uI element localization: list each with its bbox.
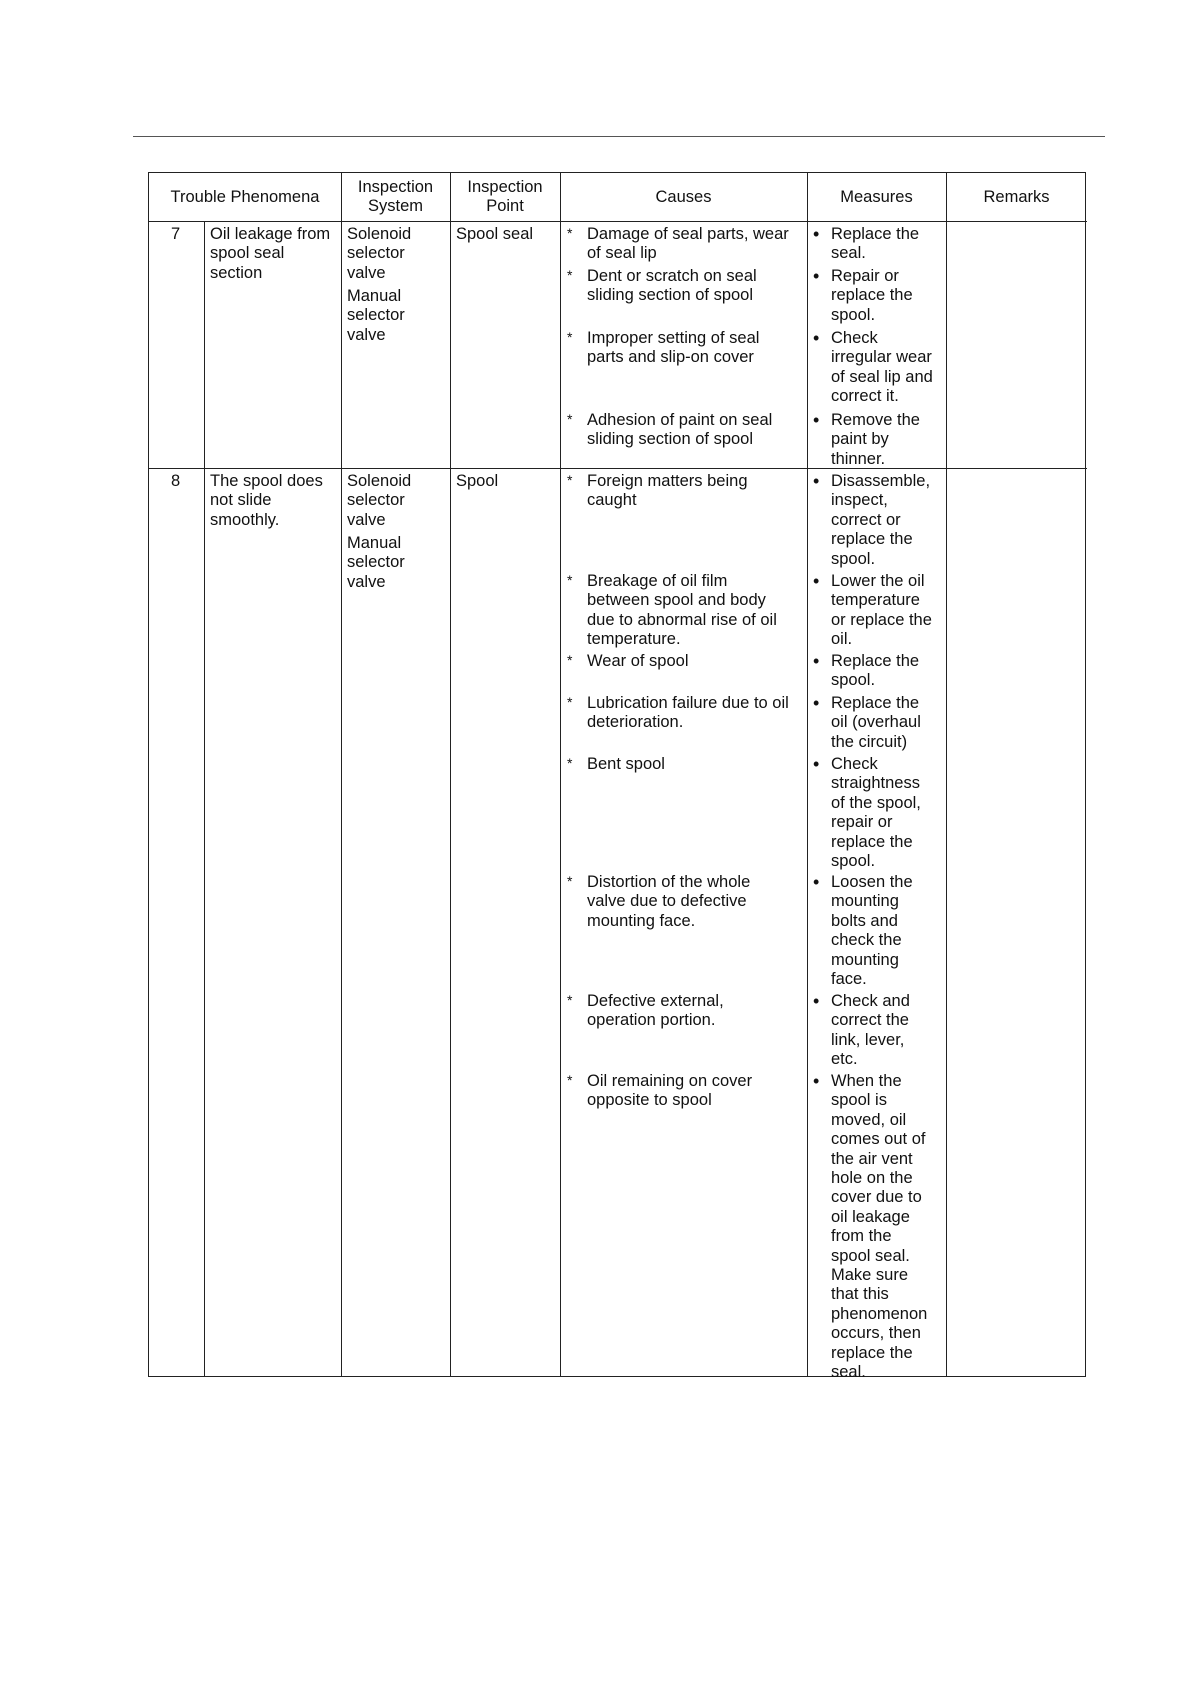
row-7-cause-4: Adhesion of paint on seal sliding section of spool: [587, 411, 773, 449]
row-8-measure-8: When the spool is moved, oil comes out of the air vent hole on the cover due to oil leakage from the spool seal. Make sure that this phenomenon occurs, then replace the seal.: [831, 1072, 928, 1382]
row-7-phenomenon: Oil leakage from spool seal section: [210, 225, 331, 282]
row-7-system-solenoid: Solenoid selector valve: [347, 225, 412, 282]
row-8-measure-5: Check straightness of the spool, repair or replace the spool.: [831, 755, 921, 871]
row-8-cause-6: Distortion of the whole valve due to defective mounting face.: [587, 873, 751, 930]
bullet-icon: •: [813, 410, 820, 430]
divider-causes: [560, 173, 561, 1376]
bullet-icon: •: [813, 872, 820, 892]
cause-marker: *: [567, 694, 573, 710]
row-8-system-solenoid: Solenoid selector valve: [347, 472, 412, 529]
row-8-number: 8: [171, 472, 181, 490]
divider-no: [204, 221, 205, 1376]
bullet-icon: •: [813, 266, 820, 286]
row-8-cause-8: Oil remaining on cover opposite to spool: [587, 1072, 753, 1110]
cause-marker: *: [567, 992, 573, 1008]
row-8-cause-2: Breakage of oil film between spool and body due to abnormal rise of oil temperature.: [587, 572, 777, 649]
row-7-measure-2: Repair or replace the spool.: [831, 267, 913, 324]
row-7-measure-4: Remove the paint by thinner.: [831, 411, 920, 468]
bullet-icon: •: [813, 991, 820, 1011]
row-7-measure-3: Check irregular wear of seal lip and correct it.: [831, 329, 933, 406]
row-8-measure-4: Replace the oil (overhaul the circuit): [831, 694, 921, 751]
bullet-icon: •: [813, 754, 820, 774]
divider-measures: [807, 173, 808, 1376]
header-inspection-point: Inspection Point: [467, 178, 543, 215]
row-8-system-manual: Manual selector valve: [347, 534, 405, 591]
cause-marker: *: [567, 225, 573, 241]
bullet-icon: •: [813, 1071, 820, 1091]
divider-remarks: [946, 173, 947, 1376]
bullet-icon: •: [813, 651, 820, 671]
bullet-icon: •: [813, 328, 820, 348]
bullet-icon: •: [813, 571, 820, 591]
row-7-cause-1: Damage of seal parts, wear of seal lip: [587, 225, 789, 263]
bullet-icon: •: [813, 471, 820, 491]
row-7-cause-2: Dent or scratch on seal sliding section of spool: [587, 267, 757, 305]
row-separator: [149, 468, 1087, 469]
row-8-phenomenon: The spool does not slide smoothly.: [210, 472, 323, 529]
header-remarks: Remarks: [983, 187, 1050, 206]
row-8-cause-7: Defective external, operation portion.: [587, 992, 724, 1030]
header-trouble-phenomena: Trouble Phenomena: [170, 187, 320, 206]
cause-marker: *: [567, 1072, 573, 1088]
top-rule: [133, 136, 1105, 137]
row-8-measure-6: Loosen the mounting bolts and check the mounting face.: [831, 873, 913, 989]
header-measures: Measures: [840, 187, 913, 206]
row-8-measure-7: Check and correct the link, lever, etc.: [831, 992, 910, 1069]
row-8-cause-1: Foreign matters being caught: [587, 472, 748, 510]
header-separator: [149, 221, 1087, 222]
row-8-measure-3: Replace the spool.: [831, 652, 920, 690]
row-8-measure-2: Lower the oil temperature or replace the oil.: [831, 572, 932, 649]
cause-marker: *: [567, 329, 573, 345]
header-inspection-system: Inspection System: [357, 178, 434, 215]
row-8-inspection-point: Spool: [456, 472, 499, 490]
cause-marker: *: [567, 411, 573, 427]
cause-marker: *: [567, 472, 573, 488]
row-8-cause-3: Wear of spool: [587, 652, 689, 670]
row-7-measure-1: Replace the seal.: [831, 225, 920, 263]
row-7-cause-3: Improper setting of seal parts and slip-on cover: [587, 329, 760, 367]
row-8-cause-4: Lubrication failure due to oil deterioration.: [587, 694, 789, 732]
row-7-inspection-point: Spool seal: [456, 225, 534, 243]
row-7-system-manual: Manual selector valve: [347, 287, 405, 344]
divider-point: [450, 173, 451, 1376]
header-causes: Causes: [655, 187, 712, 206]
cause-marker: *: [567, 873, 573, 889]
bullet-icon: •: [813, 224, 820, 244]
row-8-cause-5: Bent spool: [587, 755, 665, 773]
cause-marker: *: [567, 267, 573, 283]
row-7-number: 7: [171, 225, 181, 243]
bullet-icon: •: [813, 693, 820, 713]
troubleshooting-table: [148, 172, 1086, 1382]
cause-marker: *: [567, 652, 573, 668]
divider-system: [341, 173, 342, 1376]
row-8-measure-1: Disassemble, inspect, correct or replace the spool.: [831, 472, 931, 568]
cause-marker: *: [567, 755, 573, 771]
cause-marker: *: [567, 572, 573, 588]
